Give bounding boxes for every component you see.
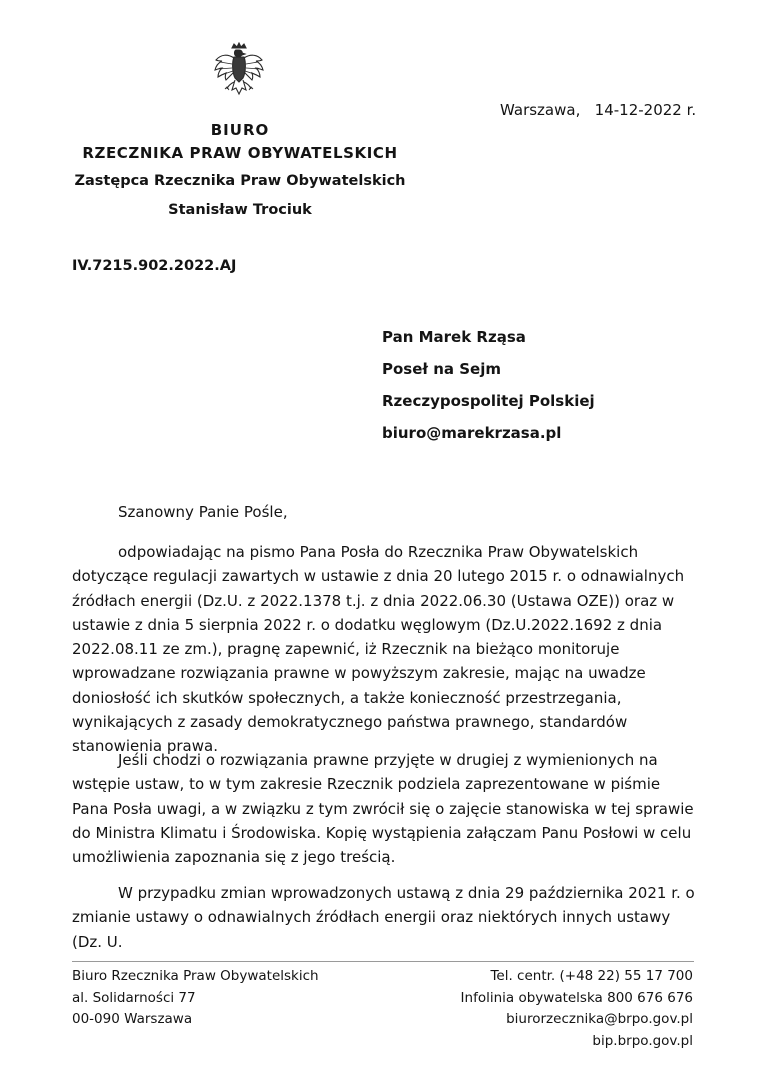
letter-paragraph-1 xyxy=(72,540,698,759)
footer-city: 00-090 Warszawa xyxy=(72,1011,193,1027)
place-and-date xyxy=(500,101,696,119)
office-title-line2: RZECZNIKA PRAW OBYWATELSKICH xyxy=(82,144,398,162)
recipient-country: Rzeczypospolitej Polskiej xyxy=(382,392,595,410)
paragraph-text: W przypadku zmian wprowadzonych ustawą z dnia 29 października 2021 r. o zmianie ustawy o odnawialnych źródłach energii oraz niektórych innych ustawy (Dz. U. xyxy=(72,884,695,951)
recipient-name: Pan Marek Rząsa xyxy=(382,328,526,346)
polish-eagle-emblem-icon xyxy=(212,42,266,100)
office-title-line1: BIURO xyxy=(210,121,270,139)
footer-email: biurorzecznika@brpo.gov.pl xyxy=(506,1011,693,1027)
letter-date: 14-12-2022 r. xyxy=(594,101,697,119)
footer-divider xyxy=(72,961,694,962)
case-reference-number: IV.7215.902.2022.AJ xyxy=(72,258,237,274)
letter-paragraph-2 xyxy=(72,748,698,869)
paragraph-text: Jeśli chodzi o rozwiązania prawne przyjęte w drugiej z wymienionych na wstępie ustaw, to w tym zakresie Rzecznik podziela zaprezentowane w piśmie Pana Posła uwagi, a w związku z tym zwrócił się o zajęcie stanowiska w tej sprawie do Ministra Klimatu i Środowiska. Kopię wystąpienia załączam Panu Posłowi w celu umożliwienia zapoznania się z jego treścią. xyxy=(72,751,694,867)
footer-address xyxy=(72,966,319,1031)
recipient-email: biuro@marekrzasa.pl xyxy=(382,424,562,442)
letter-paragraph-3 xyxy=(72,881,698,954)
recipient-role: Poseł na Sejm xyxy=(382,360,501,378)
footer-phone: Tel. centr. (+48 22) 55 17 700 xyxy=(490,968,693,984)
recipient-block xyxy=(382,327,595,455)
deputy-ombudsman-title: Zastępca Rzecznika Praw Obywatelskich xyxy=(74,173,406,189)
footer-contact xyxy=(461,966,693,1052)
footer-office-name: Biuro Rzecznika Praw Obywatelskich xyxy=(72,968,319,984)
place: Warszawa, xyxy=(500,101,581,119)
paragraph-text: odpowiadając na pismo Pana Posła do Rzecznika Praw Obywatelskich dotyczące regulacji zawartych w ustawie z dnia 20 lutego 2015 r. o odnawialnych źródłach energii (Dz.U. z 2022.1378 t.j. z dnia 2022.06.30 (Ustawa OZE)) oraz w ustawie z dnia 5 sierpnia 2022 r. o dodatku węglowym (Dz.U.2022.1692 z dnia 2022.08.11 ze zm.), pragnę zapewnić, iż Rzecznik na bieżąco monitoruje wprowadzane rozwiązania prawne w powyższym zakresie, mając na uwadze doniosłość ich skutków społecznych, a także konieczność przestrzegania, wynikających z zasady demokratycznego państwa prawnego, standardów stanowienia prawa. xyxy=(72,543,685,756)
footer-website: bip.brpo.gov.pl xyxy=(592,1032,693,1049)
footer-helpline: Infolinia obywatelska 800 676 676 xyxy=(460,989,693,1006)
footer-street: al. Solidarności 77 xyxy=(72,989,196,1006)
salutation: Szanowny Panie Pośle, xyxy=(118,503,288,521)
deputy-ombudsman-name: Stanisław Trociuk xyxy=(168,202,312,218)
